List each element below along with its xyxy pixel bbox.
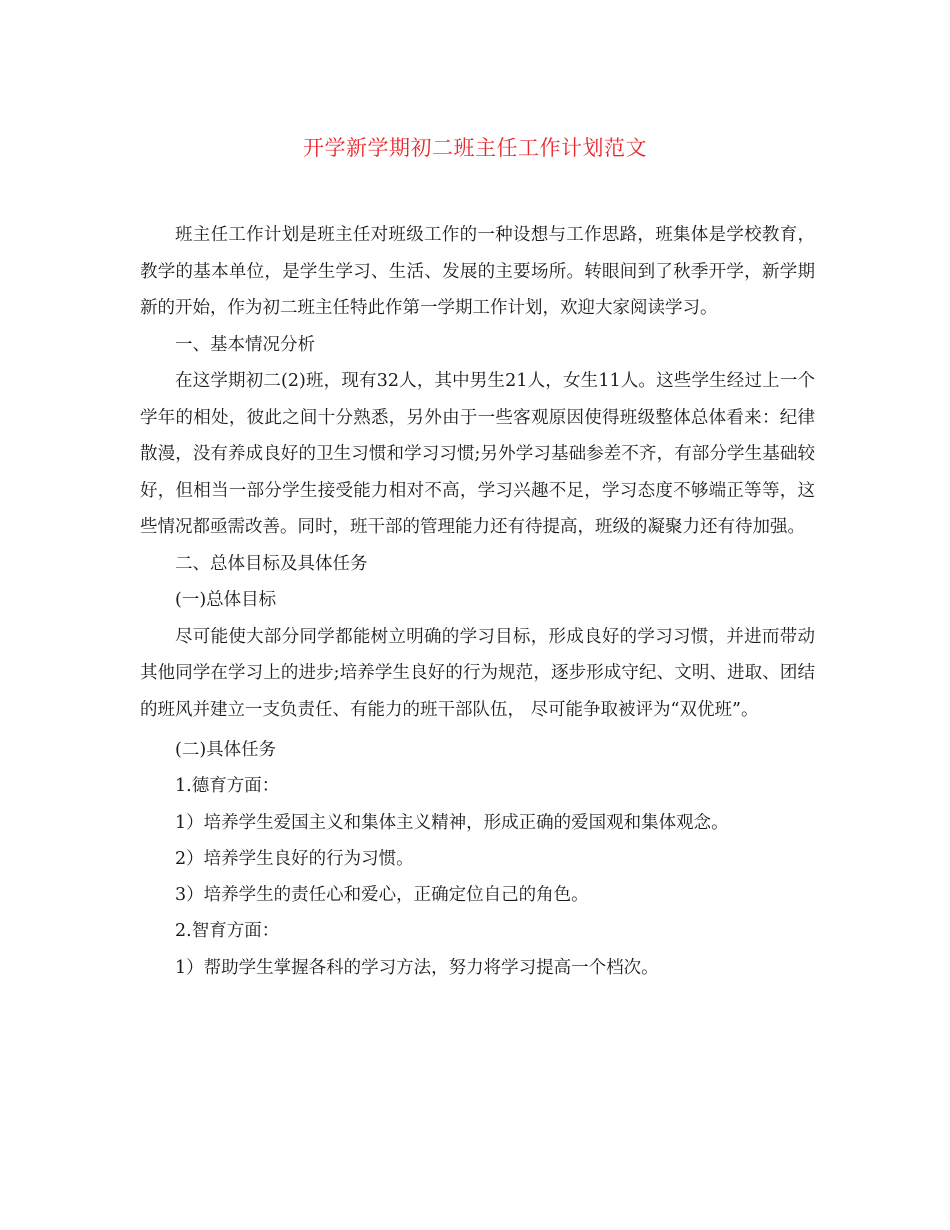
document-body (140, 217, 815, 986)
moral-item-3: 3）培养学生的责任心和爱心，正确定位自己的角色。 (175, 885, 589, 906)
overall-goal-paragraph: 尽可能使大部分同学都能树立明确的学习目标，形成良好的学习习惯，并进而带动其他同学在学习上的进步;培养学生良好的行为规范，逐步形成守纪、文明、进取、团结的班风并建立一支负责任、有能力的班干部队伍， 尽可能争取被评为“双优班”。 (140, 626, 815, 720)
subsection-heading-specific-tasks: (二)具体任务 (175, 740, 277, 761)
moral-education-heading: 1.德育方面： (175, 776, 280, 797)
section-heading-basic-analysis: 一、基本情况分析 (175, 334, 315, 355)
intro-paragraph: 班主任工作计划是班主任对班级工作的一种设想与工作思路，班集体是学校教育，教学的基本单位，是学生学习、生活、发展的主要场所。转眼间到了秋季开学，新学期新的开始，作为初二班主任特此作第一学期工作计划，欢迎大家阅读学习。 (140, 225, 815, 319)
subsection-heading-overall-goal: (一)总体目标 (175, 590, 277, 611)
moral-item-1: 1）培养学生爱国主义和集体主义精神，形成正确的爱国观和集体观念。 (175, 812, 729, 833)
intellectual-item-1: 1）帮助学生掌握各科的学习方法，努力将学习提高一个档次。 (175, 957, 659, 978)
basic-analysis-paragraph: 在这学期初二(2)班，现有32人，其中男生21人，女生11人。这些学生经过上一个学年的相处，彼此之间十分熟悉，另外由于一些客观原因使得班级整体总体看来：纪律散漫，没有养成良好的卫生习惯和学习习惯;另外学习基础参差不齐，有部分学生基础较好，但相当一部分学生接受能力相对不高，学习兴趣不足，学习态度不够端正等等，这些情况都亟需改善。同时，班干部的管理能力还有待提高，班级的凝聚力还有待加强。 (140, 371, 815, 538)
intellectual-education-heading: 2.智育方面： (175, 921, 280, 942)
moral-item-2: 2）培养学生良好的行为习惯。 (175, 848, 414, 869)
section-heading-goals-tasks: 二、总体目标及具体任务 (175, 553, 368, 574)
document-title: 开学新学期初二班主任工作计划范文 (303, 136, 647, 160)
